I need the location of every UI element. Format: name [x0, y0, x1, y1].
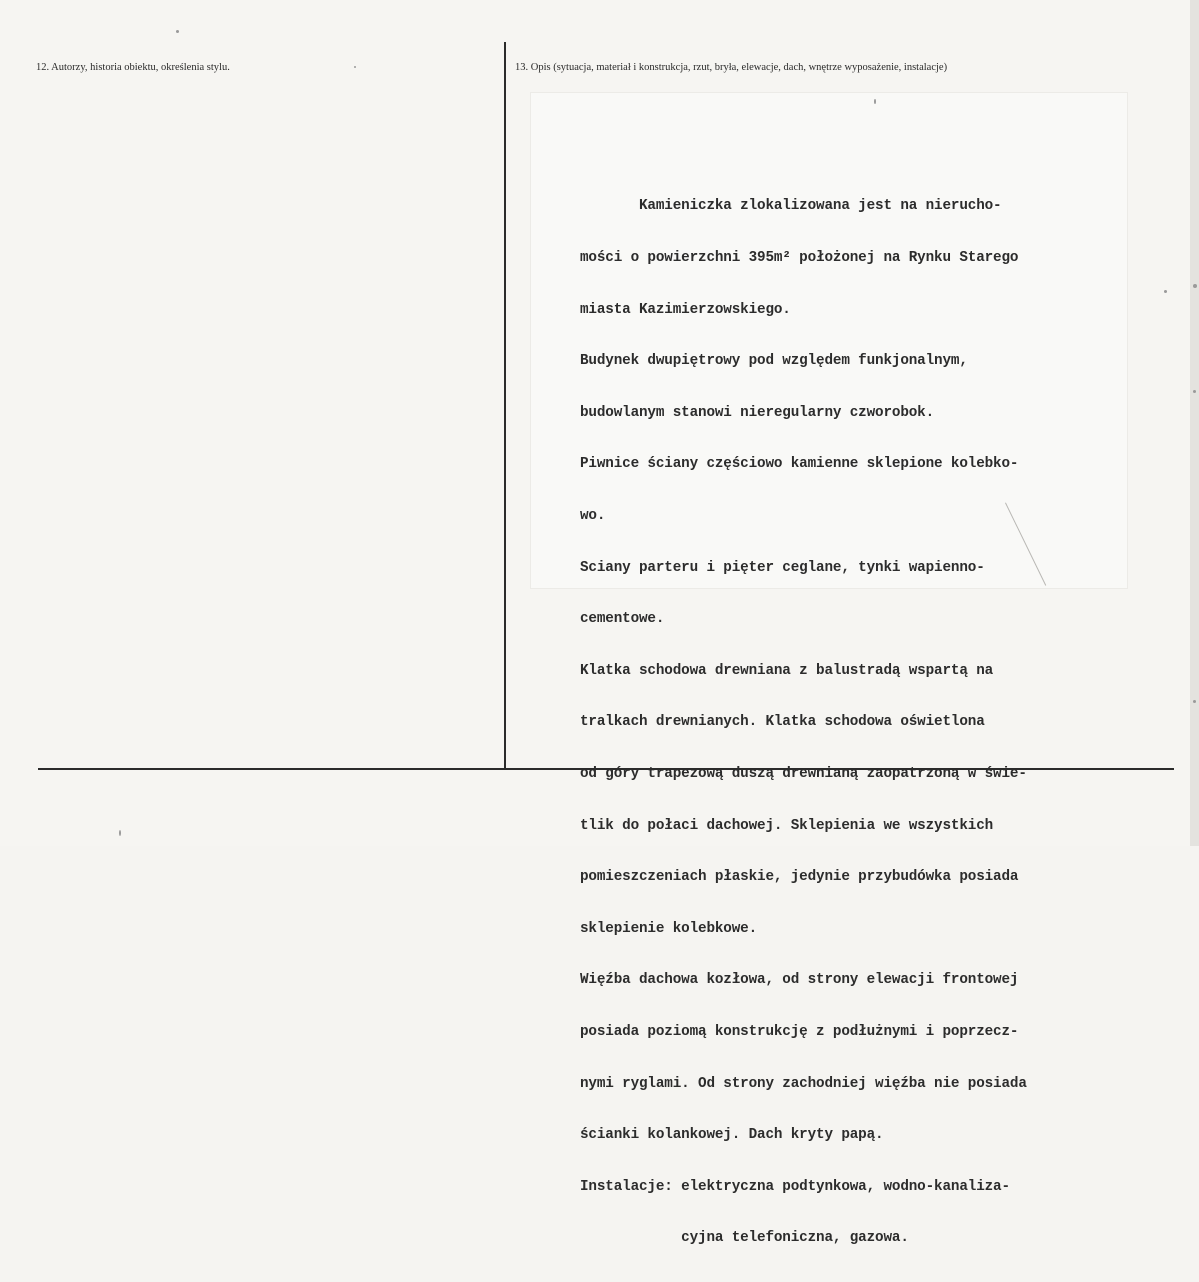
text-line: cyjna telefoniczna, gazowa.	[580, 1230, 909, 1247]
text-line: Kamieniczka zlokalizowana jest na nierucho-	[580, 198, 1002, 215]
scan-speck	[119, 830, 121, 836]
text-line: Więźba dachowa kozłowa, od strony elewacji frontowej	[580, 972, 1019, 989]
text-line: Piwnice ściany częściowo kamienne sklepione kolebko-	[580, 456, 1019, 473]
scan-speck	[1193, 284, 1197, 288]
description-text	[580, 164, 1140, 1282]
text-line: Budynek dwupiętrowy pod względem funkjonalnym,	[580, 353, 968, 370]
scan-speck	[1164, 290, 1167, 293]
text-line: miasta Kazimierzowskiego.	[580, 301, 791, 318]
scan-speck	[1193, 390, 1196, 393]
scan-speck	[1193, 700, 1196, 703]
text-line: nymi ryglami. Od strony zachodniej więźba nie posiada	[580, 1075, 1027, 1092]
text-line: Sciany parteru i pięter ceglane, tynki wapienno-	[580, 559, 985, 576]
text-line: mości o powierzchni 395m² położonej na Rynku Starego	[580, 250, 1019, 266]
text-line: sklepienie kolebkowe.	[580, 920, 758, 937]
scan-edge	[1190, 0, 1199, 846]
text-line: cementowe.	[580, 611, 665, 628]
column-divider	[504, 42, 506, 768]
text-line: pomieszczeniach płaskie, jedynie przybudówka posiada	[580, 869, 1019, 886]
text-line: posiada poziomą konstrukcję z podłużnymi i poprzecz-	[580, 1023, 1019, 1040]
text-line: Instalacje: elektryczna podtynkowa, wodno-kanaliza-	[580, 1178, 1010, 1195]
section-13-label: 13. Opis (sytuacja, materiał i konstrukcja, rzut, bryła, elewacje, dach, wnętrze wyposażenie, instalacje)	[515, 62, 948, 73]
text-line: Klatka schodowa drewniana z balustradą wspartą na	[580, 662, 994, 679]
text-line: ścianki kolankowej. Dach kryty papą.	[580, 1127, 884, 1144]
section-12-label: 12. Autorzy, historia obiektu, określenia stylu.	[36, 62, 230, 73]
text-line: wo.	[580, 507, 606, 524]
scan-speck	[354, 66, 356, 68]
scan-speck	[176, 30, 179, 33]
text-line: od góry trapezową duszą drewnianą zaopatrzoną w świe-	[580, 765, 1027, 782]
text-line: budowlanym stanowi nieregularny czworobok.	[580, 404, 935, 421]
text-line: tlik do połaci dachowej. Sklepienia we wszystkich	[580, 817, 994, 834]
text-line: tralkach drewnianych. Klatka schodowa oświetlona	[580, 714, 985, 731]
scan-speck	[874, 99, 876, 104]
